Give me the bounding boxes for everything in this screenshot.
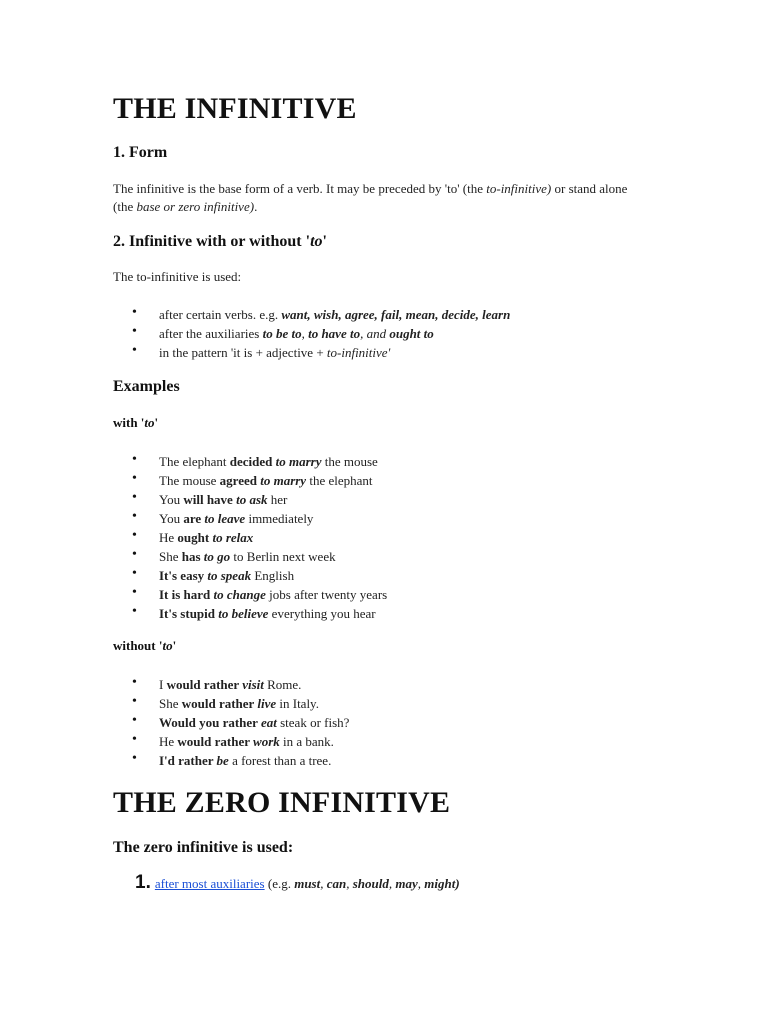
example-verb: It's easy: [159, 568, 208, 583]
example-text: He: [159, 530, 178, 545]
item-text-emphasis: want, wish, agree, fail, mean, decide, learn: [281, 307, 511, 322]
subheading-text: ': [154, 415, 159, 430]
example-infinitive: to relax: [212, 530, 254, 545]
list-item: [113, 675, 349, 694]
example-text: I: [159, 677, 167, 692]
list-item: [113, 305, 510, 324]
item-text: ,: [320, 876, 327, 891]
section-title-zero-infinitive: THE ZERO INFINITIVE: [113, 786, 451, 819]
form-paragraph: [113, 180, 648, 216]
example-infinitive: visit: [242, 677, 264, 692]
list-item: [113, 732, 349, 751]
example-text: jobs after twenty years: [265, 587, 388, 602]
example-text: in Italy.: [276, 696, 319, 711]
item-number: 1.: [135, 872, 151, 893]
bullet-icon: •: [132, 675, 137, 690]
with-to-subheading: [113, 415, 158, 431]
example-infinitive: to marry: [275, 454, 322, 469]
example-text: everything you hear: [268, 606, 376, 621]
example-infinitive: to speak: [207, 568, 252, 583]
example-verb: would rather: [177, 734, 254, 749]
list-item: [113, 694, 349, 713]
item-text: , and: [360, 326, 390, 341]
item-text-emphasis: can: [326, 876, 347, 891]
list-item: [113, 585, 387, 604]
list-item: [113, 471, 387, 490]
example-infinitive: work: [253, 734, 280, 749]
zero-infinitive-heading: The zero infinitive is used:: [113, 839, 294, 856]
subheading-text: without ': [113, 638, 163, 653]
list-item: [113, 547, 387, 566]
example-verb: would rather: [166, 677, 243, 692]
item-text-italic: to-infinitive': [326, 345, 391, 360]
numbered-item: [135, 872, 460, 894]
example-infinitive: live: [257, 696, 277, 711]
example-verb: Would you rather: [159, 715, 261, 730]
bullet-icon: •: [132, 566, 137, 581]
example-verb: I'd rather: [159, 753, 217, 768]
subheading-text: with ': [113, 415, 145, 430]
form-text: or stand alone (the: [113, 181, 628, 214]
bullet-icon: •: [132, 732, 137, 747]
example-text: Rome.: [263, 677, 302, 692]
subheading-text: ': [172, 638, 177, 653]
without-to-examples-list: [113, 675, 349, 770]
subheading-text-italic: to: [162, 638, 173, 653]
example-infinitive: to believe: [218, 606, 269, 621]
bullet-icon: •: [132, 528, 137, 543]
list-item: [113, 509, 387, 528]
subheading-text-italic: to: [144, 415, 155, 430]
example-verb: It's stupid: [159, 606, 219, 621]
example-text: a forest than a tree.: [228, 753, 332, 768]
list-item: [113, 566, 387, 585]
list-item: [113, 604, 387, 623]
item-text: ,: [417, 876, 425, 891]
list-item: [113, 343, 510, 362]
list-item: [113, 324, 510, 343]
item-text-emphasis: should: [352, 876, 389, 891]
example-text: He: [159, 734, 178, 749]
item-text-emphasis: must: [294, 876, 321, 891]
bullet-icon: •: [132, 305, 137, 320]
page-title: THE INFINITIVE: [113, 92, 357, 125]
example-infinitive: be: [216, 753, 229, 768]
example-text: the mouse: [321, 454, 378, 469]
example-verb: decided: [229, 454, 276, 469]
bullet-icon: •: [132, 490, 137, 505]
example-verb: has: [181, 549, 204, 564]
item-text: after certain verbs. e.g.: [159, 307, 282, 322]
example-infinitive: to marry: [260, 473, 307, 488]
example-verb: It is hard: [159, 587, 214, 602]
example-verb: will have: [183, 492, 237, 507]
item-text: after the auxiliaries: [159, 326, 263, 341]
example-text: steak or fish?: [276, 715, 350, 730]
item-text: in the pattern 'it is + adjective +: [159, 345, 327, 360]
form-text: The infinitive is the base form of a verb. It may be preceded by 'to' (the: [113, 181, 487, 196]
item-text-emphasis: to have to: [308, 326, 361, 341]
bullet-icon: •: [132, 471, 137, 486]
bullet-icon: •: [132, 343, 137, 358]
example-text: her: [267, 492, 288, 507]
form-text: .: [254, 199, 258, 214]
example-infinitive: to go: [203, 549, 231, 564]
item-text-emphasis: to be to: [262, 326, 302, 341]
bullet-icon: •: [132, 713, 137, 728]
example-infinitive: eat: [260, 715, 277, 730]
example-text: She: [159, 549, 182, 564]
bullet-icon: •: [132, 751, 137, 766]
item-text-emphasis: may: [395, 876, 418, 891]
examples-heading: Examples: [113, 378, 180, 395]
section-heading-with-without: [113, 233, 327, 251]
example-text: immediately: [245, 511, 314, 526]
heading-text: ': [322, 233, 327, 250]
example-verb: ought: [177, 530, 213, 545]
bullet-icon: •: [132, 452, 137, 467]
example-text: English: [251, 568, 295, 583]
to-infinitive-intro: The to-infinitive is used:: [113, 269, 242, 284]
bullet-icon: •: [132, 604, 137, 619]
example-infinitive: to change: [213, 587, 266, 602]
without-to-subheading: [113, 638, 176, 654]
bullet-icon: •: [132, 547, 137, 562]
list-item: [113, 751, 349, 770]
heading-text: 2. Infinitive with or without ': [113, 233, 311, 250]
example-text: in a bank.: [279, 734, 334, 749]
example-text: the elephant: [306, 473, 373, 488]
item-text: ,: [388, 876, 396, 891]
example-text: You: [159, 492, 184, 507]
example-verb: agreed: [219, 473, 261, 488]
bullet-icon: •: [132, 694, 137, 709]
list-item: [113, 490, 387, 509]
form-text-italic: to-infinitive): [486, 181, 552, 196]
section-heading-form: 1. Form: [113, 144, 168, 161]
example-verb: would rather: [181, 696, 258, 711]
item-text: ,: [301, 326, 309, 341]
example-text: The mouse: [159, 473, 220, 488]
example-text: The elephant: [159, 454, 230, 469]
list-item: [113, 452, 387, 471]
bullet-icon: •: [132, 509, 137, 524]
example-verb: are: [183, 511, 205, 526]
item-text: (e.g.: [264, 876, 295, 891]
form-text-italic: base or zero infinitive): [136, 199, 255, 214]
example-infinitive: to leave: [204, 511, 246, 526]
usage-list: [113, 305, 510, 362]
example-infinitive: to ask: [236, 492, 268, 507]
bullet-icon: •: [132, 585, 137, 600]
example-text: to Berlin next week: [230, 549, 336, 564]
example-text: She: [159, 696, 182, 711]
list-item: [113, 528, 387, 547]
heading-text-italic: to: [310, 233, 323, 250]
bullet-icon: •: [132, 324, 137, 339]
item-text: ,: [346, 876, 353, 891]
item-text-emphasis: might): [424, 876, 460, 891]
example-text: You: [159, 511, 184, 526]
list-item: [113, 713, 349, 732]
item-text-emphasis: ought to: [389, 326, 434, 341]
with-to-examples-list: [113, 452, 387, 623]
auxiliaries-link[interactable]: after most auxiliaries: [154, 876, 265, 891]
